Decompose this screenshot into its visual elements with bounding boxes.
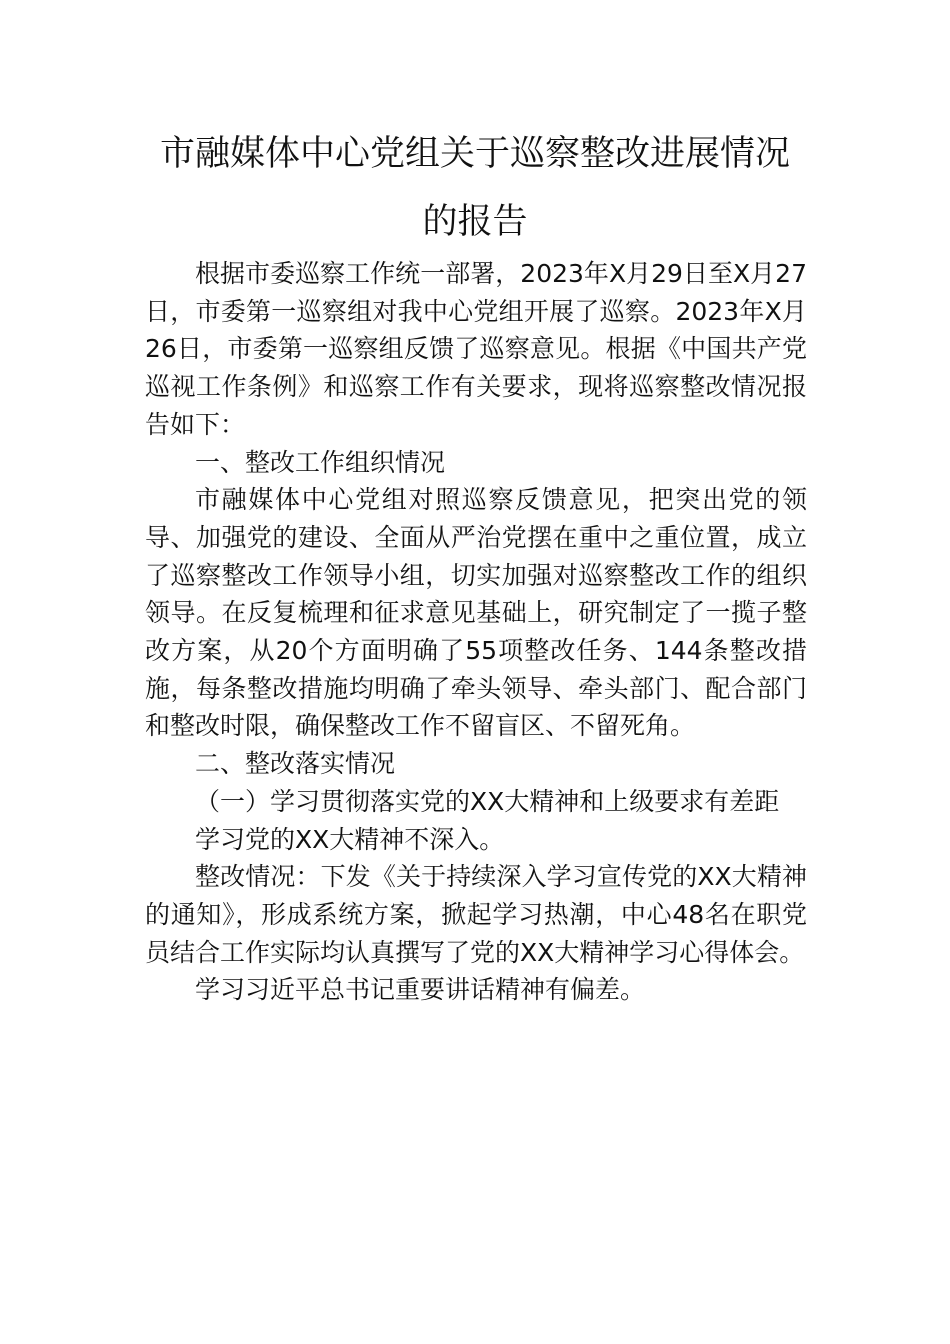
organization-paragraph: 市融媒体中心党组对照巡察反馈意见，把突出党的领导、加强党的建设、全面从严治党摆在重中之重位置，成立了巡察整改工作领导小组，切实加强对巡察整改工作的组织领导。在反复梳理和征求意见基础上，研究制定了一揽子整改方案，从20个方面明确了55项整改任务、144条整改措施，每条整改措施均明确了牵头领导、牵头部门、配合部门和整改时限，确保整改工作不留盲区、不留死角。 [145, 485, 807, 741]
issue-paragraph-1: 学习党的XX大精神不深入。 [195, 824, 505, 854]
section-heading-1: 一、整改工作组织情况 [195, 447, 446, 477]
subsection-heading-1: （一）学习贯彻落实党的XX大精神和上级要求有差距 [195, 786, 780, 816]
document-title-line-2: 的报告 [422, 202, 528, 242]
section-heading-2: 二、整改落实情况 [195, 749, 396, 779]
document-title-line-1: 市融媒体中心党组关于巡察整改进展情况 [159, 134, 790, 174]
intro-paragraph: 根据市委巡察工作统一部署，2023年X月29日至X月27日，市委第一巡察组对我中心党组开展了巡察。2023年X月26日，市委第一巡察组反馈了巡察意见。根据《中国共产党巡视工作条例》和巡察工作有关要求，现将巡察整改情况报告如下： [145, 259, 807, 439]
document-body [145, 255, 807, 1009]
rectification-paragraph-1: 整改情况：下发《关于持续深入学习宣传党的XX大精神的通知》，形成系统方案，掀起学习热潮，中心48名在职党员结合工作实际均认真撰写了党的XX大精神学习心得体会。 [145, 862, 807, 967]
issue-paragraph-2: 学习习近平总书记重要讲话精神有偏差。 [195, 975, 646, 1005]
